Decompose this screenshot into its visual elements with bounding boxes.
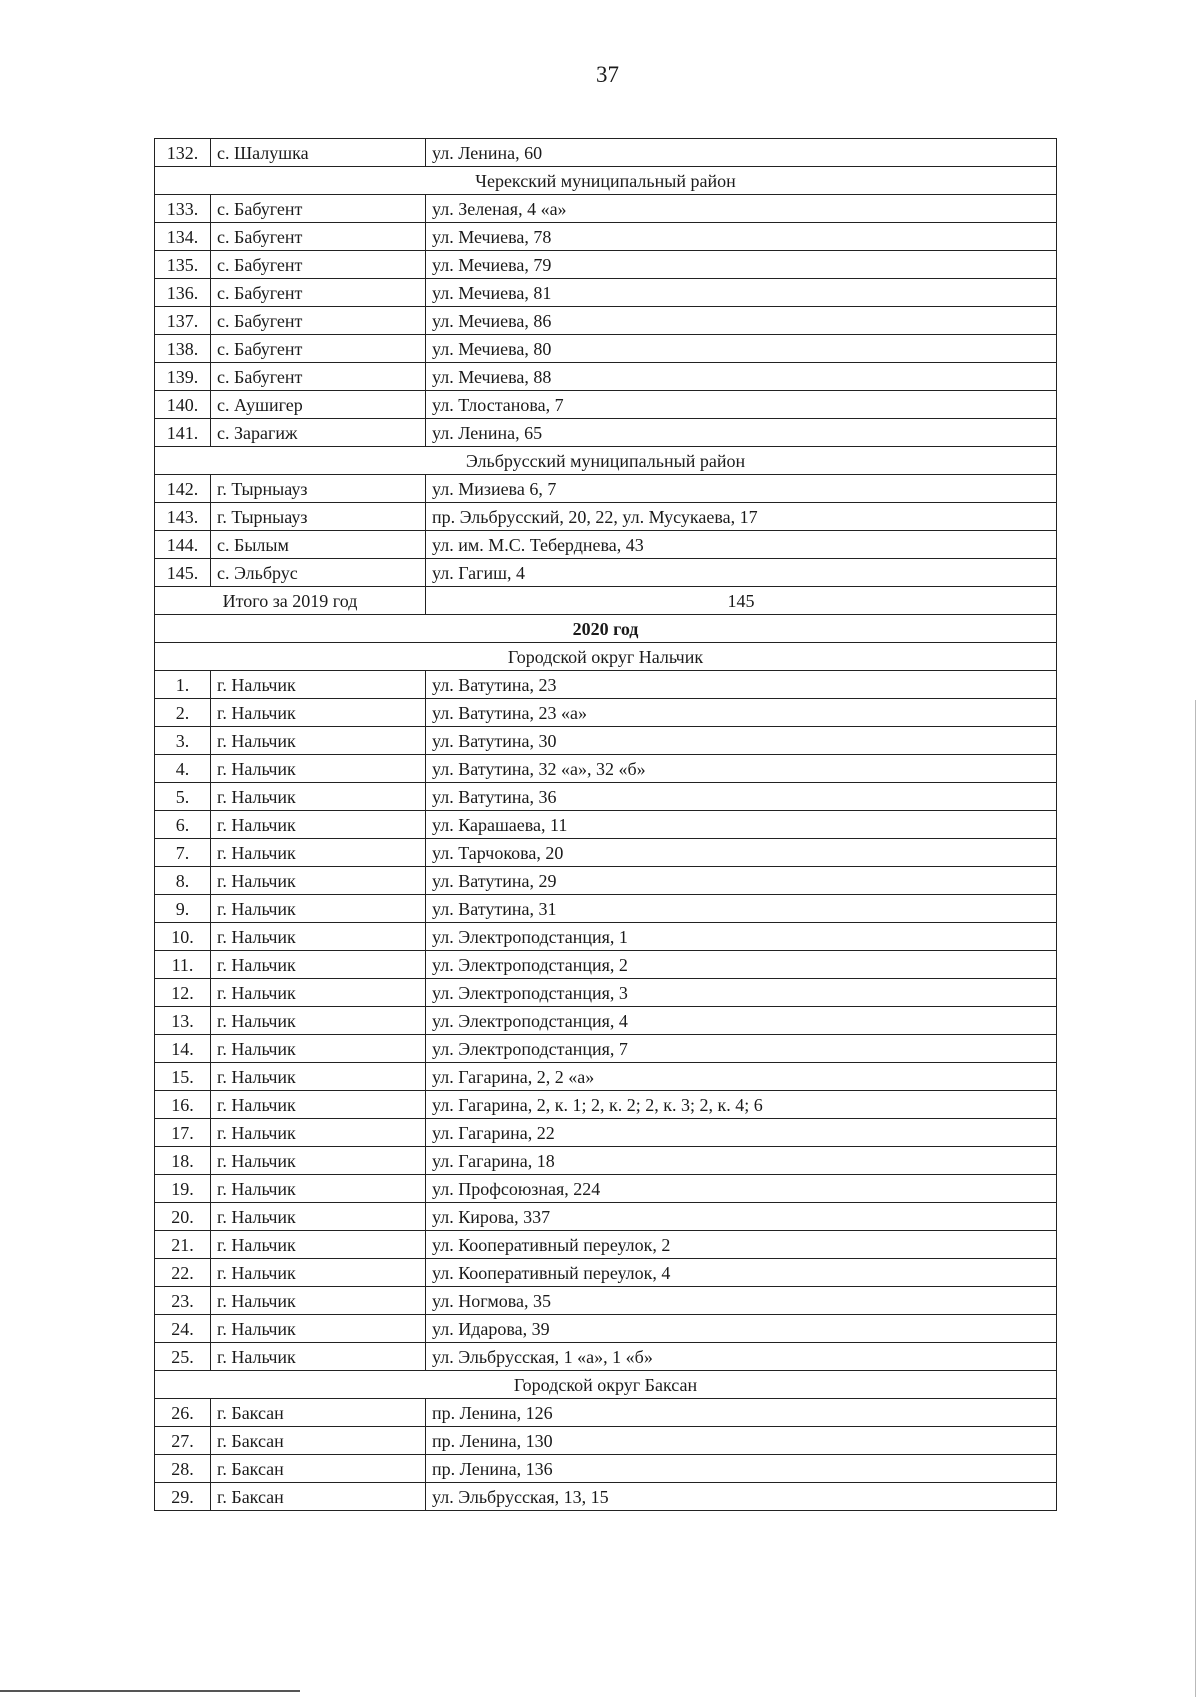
settlement-cell: с. Былым	[211, 531, 426, 559]
settlement-cell: г. Нальчик	[211, 1175, 426, 1203]
settlement-cell: г. Нальчик	[211, 1063, 426, 1091]
address-cell: ул. Ватутина, 30	[426, 727, 1057, 755]
table-row	[155, 531, 1057, 559]
address-cell: ул. Мечиева, 88	[426, 363, 1057, 391]
row-number: 3.	[155, 727, 211, 755]
total-label: Итого за 2019 год	[155, 587, 426, 615]
row-number: 14.	[155, 1035, 211, 1063]
row-number: 7.	[155, 839, 211, 867]
table-row	[155, 1091, 1057, 1119]
section-heading-row	[155, 167, 1057, 195]
address-cell: ул. Профсоюзная, 224	[426, 1175, 1057, 1203]
settlement-cell: г. Нальчик	[211, 1343, 426, 1371]
year-heading: 2020 год	[155, 615, 1057, 643]
year-heading-row	[155, 615, 1057, 643]
table-row	[155, 783, 1057, 811]
row-number: 142.	[155, 475, 211, 503]
scan-edge-line	[0, 1690, 300, 1692]
row-number: 23.	[155, 1287, 211, 1315]
row-number: 4.	[155, 755, 211, 783]
settlement-cell: г. Нальчик	[211, 951, 426, 979]
total-row	[155, 587, 1057, 615]
table-row	[155, 839, 1057, 867]
table-row	[155, 1147, 1057, 1175]
address-cell: ул. Кооперативный переулок, 4	[426, 1259, 1057, 1287]
row-number: 6.	[155, 811, 211, 839]
table-row	[155, 1455, 1057, 1483]
settlement-cell: г. Нальчик	[211, 811, 426, 839]
settlement-cell: г. Нальчик	[211, 839, 426, 867]
settlement-cell: г. Нальчик	[211, 727, 426, 755]
table-row	[155, 307, 1057, 335]
table-row	[155, 867, 1057, 895]
address-cell: ул. Мечиева, 80	[426, 335, 1057, 363]
address-cell: ул. Ватутина, 29	[426, 867, 1057, 895]
address-cell: ул. Ленина, 65	[426, 419, 1057, 447]
row-number: 15.	[155, 1063, 211, 1091]
settlement-cell: г. Нальчик	[211, 1007, 426, 1035]
address-cell: ул. Карашаева, 11	[426, 811, 1057, 839]
row-number: 29.	[155, 1483, 211, 1511]
table-row	[155, 1315, 1057, 1343]
settlement-cell: г. Баксан	[211, 1455, 426, 1483]
address-cell: ул. Мечиева, 86	[426, 307, 1057, 335]
row-number: 1.	[155, 671, 211, 699]
address-cell: ул. Гагиш, 4	[426, 559, 1057, 587]
row-number: 22.	[155, 1259, 211, 1287]
row-number: 18.	[155, 1147, 211, 1175]
table-row	[155, 475, 1057, 503]
row-number: 143.	[155, 503, 211, 531]
section-heading: Городской округ Нальчик	[155, 643, 1057, 671]
address-cell: ул. Электроподстанция, 2	[426, 951, 1057, 979]
row-number: 138.	[155, 335, 211, 363]
table-row	[155, 335, 1057, 363]
table-row	[155, 1119, 1057, 1147]
table-row	[155, 279, 1057, 307]
row-number: 26.	[155, 1399, 211, 1427]
table-row	[155, 671, 1057, 699]
address-cell: ул. Электроподстанция, 7	[426, 1035, 1057, 1063]
table-row	[155, 1287, 1057, 1315]
table-row	[155, 419, 1057, 447]
table-row	[155, 139, 1057, 167]
row-number: 27.	[155, 1427, 211, 1455]
row-number: 135.	[155, 251, 211, 279]
row-number: 28.	[155, 1455, 211, 1483]
address-cell: ул. Гагарина, 2, 2 «а»	[426, 1063, 1057, 1091]
row-number: 19.	[155, 1175, 211, 1203]
table-row	[155, 811, 1057, 839]
address-cell: ул. Гагарина, 2, к. 1; 2, к. 2; 2, к. 3; 2, к. 4; 6	[426, 1091, 1057, 1119]
table-row	[155, 251, 1057, 279]
settlement-cell: г. Баксан	[211, 1399, 426, 1427]
address-cell: ул. Эльбрусская, 13, 15	[426, 1483, 1057, 1511]
table-row	[155, 979, 1057, 1007]
address-cell: ул. Гагарина, 18	[426, 1147, 1057, 1175]
settlement-cell: с. Бабугент	[211, 195, 426, 223]
settlement-cell: г. Нальчик	[211, 1035, 426, 1063]
settlement-cell: с. Бабугент	[211, 307, 426, 335]
settlement-cell: г. Нальчик	[211, 1315, 426, 1343]
row-number: 20.	[155, 1203, 211, 1231]
row-number: 133.	[155, 195, 211, 223]
table-row	[155, 895, 1057, 923]
address-cell: ул. Зеленая, 4 «а»	[426, 195, 1057, 223]
table-row	[155, 699, 1057, 727]
table-row	[155, 363, 1057, 391]
section-heading: Черекский муниципальный район	[155, 167, 1057, 195]
settlement-cell: с. Аушигер	[211, 391, 426, 419]
address-cell: ул. Кооперативный переулок, 2	[426, 1231, 1057, 1259]
settlement-cell: с. Бабугент	[211, 363, 426, 391]
row-number: 9.	[155, 895, 211, 923]
settlement-cell: г. Нальчик	[211, 1231, 426, 1259]
section-heading-row	[155, 643, 1057, 671]
settlement-cell: г. Нальчик	[211, 979, 426, 1007]
address-cell: ул. Ленина, 60	[426, 139, 1057, 167]
table-row	[155, 559, 1057, 587]
table-row	[155, 1483, 1057, 1511]
row-number: 2.	[155, 699, 211, 727]
settlement-cell: г. Нальчик	[211, 895, 426, 923]
row-number: 136.	[155, 279, 211, 307]
settlement-cell: с. Бабугент	[211, 223, 426, 251]
settlement-cell: г. Баксан	[211, 1427, 426, 1455]
address-cell: пр. Эльбрусский, 20, 22, ул. Мусукаева, 17	[426, 503, 1057, 531]
address-cell: ул. Кирова, 337	[426, 1203, 1057, 1231]
settlement-cell: с. Зарагиж	[211, 419, 426, 447]
table-row	[155, 1035, 1057, 1063]
row-number: 5.	[155, 783, 211, 811]
table-body	[155, 139, 1057, 1511]
table-row	[155, 951, 1057, 979]
settlement-cell: г. Нальчик	[211, 1203, 426, 1231]
settlement-cell: г. Нальчик	[211, 867, 426, 895]
address-cell: ул. Электроподстанция, 3	[426, 979, 1057, 1007]
settlement-cell: г. Нальчик	[211, 1287, 426, 1315]
row-number: 140.	[155, 391, 211, 419]
row-number: 134.	[155, 223, 211, 251]
settlement-cell: г. Нальчик	[211, 1091, 426, 1119]
table-row	[155, 1259, 1057, 1287]
settlement-cell: г. Нальчик	[211, 699, 426, 727]
table-row	[155, 727, 1057, 755]
table-row	[155, 1427, 1057, 1455]
table-row	[155, 755, 1057, 783]
row-number: 144.	[155, 531, 211, 559]
address-cell: ул. Ватутина, 31	[426, 895, 1057, 923]
table-row	[155, 923, 1057, 951]
table-row	[155, 223, 1057, 251]
address-cell: ул. Идарова, 39	[426, 1315, 1057, 1343]
row-number: 11.	[155, 951, 211, 979]
address-cell: ул. Ватутина, 32 «а», 32 «б»	[426, 755, 1057, 783]
table-row	[155, 1175, 1057, 1203]
settlement-cell: с. Эльбрус	[211, 559, 426, 587]
settlement-cell: с. Шалушка	[211, 139, 426, 167]
address-cell: ул. Электроподстанция, 4	[426, 1007, 1057, 1035]
settlement-cell: г. Тырныауз	[211, 475, 426, 503]
row-number: 10.	[155, 923, 211, 951]
address-cell: ул. Тлостанова, 7	[426, 391, 1057, 419]
row-number: 16.	[155, 1091, 211, 1119]
table-row	[155, 1063, 1057, 1091]
address-cell: ул. Мечиева, 79	[426, 251, 1057, 279]
row-number: 25.	[155, 1343, 211, 1371]
address-cell: ул. Ватутина, 23	[426, 671, 1057, 699]
row-number: 13.	[155, 1007, 211, 1035]
section-heading-row	[155, 1371, 1057, 1399]
settlement-cell: г. Нальчик	[211, 755, 426, 783]
address-cell: пр. Ленина, 130	[426, 1427, 1057, 1455]
table-row	[155, 391, 1057, 419]
table-row	[155, 1231, 1057, 1259]
settlement-cell: г. Нальчик	[211, 1259, 426, 1287]
address-cell: ул. им. М.С. Теберднева, 43	[426, 531, 1057, 559]
section-heading-row	[155, 447, 1057, 475]
page-number: 37	[596, 62, 619, 87]
address-cell: ул. Мизиева 6, 7	[426, 475, 1057, 503]
settlement-cell: с. Бабугент	[211, 251, 426, 279]
row-number: 12.	[155, 979, 211, 1007]
settlement-cell: г. Баксан	[211, 1483, 426, 1511]
address-cell: ул. Мечиева, 78	[426, 223, 1057, 251]
row-number: 139.	[155, 363, 211, 391]
address-cell: ул. Гагарина, 22	[426, 1119, 1057, 1147]
address-cell: пр. Ленина, 136	[426, 1455, 1057, 1483]
settlement-cell: г. Тырныауз	[211, 503, 426, 531]
settlement-cell: г. Нальчик	[211, 783, 426, 811]
address-cell: ул. Тарчокова, 20	[426, 839, 1057, 867]
table-row	[155, 1343, 1057, 1371]
address-cell: ул. Эльбрусская, 1 «а», 1 «б»	[426, 1343, 1057, 1371]
row-number: 132.	[155, 139, 211, 167]
address-cell: пр. Ленина, 126	[426, 1399, 1057, 1427]
section-heading: Эльбрусский муниципальный район	[155, 447, 1057, 475]
table-row	[155, 1007, 1057, 1035]
address-cell: ул. Ногмова, 35	[426, 1287, 1057, 1315]
row-number: 145.	[155, 559, 211, 587]
section-heading: Городской округ Баксан	[155, 1371, 1057, 1399]
address-cell: ул. Ватутина, 23 «а»	[426, 699, 1057, 727]
table-row	[155, 1399, 1057, 1427]
row-number: 21.	[155, 1231, 211, 1259]
settlement-cell: г. Нальчик	[211, 923, 426, 951]
row-number: 141.	[155, 419, 211, 447]
settlement-cell: с. Бабугент	[211, 279, 426, 307]
settlement-cell: г. Нальчик	[211, 671, 426, 699]
row-number: 137.	[155, 307, 211, 335]
address-cell: ул. Электроподстанция, 1	[426, 923, 1057, 951]
settlement-cell: с. Бабугент	[211, 335, 426, 363]
settlement-cell: г. Нальчик	[211, 1119, 426, 1147]
table-row	[155, 1203, 1057, 1231]
table-row	[155, 503, 1057, 531]
row-number: 8.	[155, 867, 211, 895]
row-number: 17.	[155, 1119, 211, 1147]
address-cell: ул. Ватутина, 36	[426, 783, 1057, 811]
settlement-cell: г. Нальчик	[211, 1147, 426, 1175]
address-table	[154, 138, 1057, 1511]
address-cell: ул. Мечиева, 81	[426, 279, 1057, 307]
row-number: 24.	[155, 1315, 211, 1343]
total-value: 145	[426, 587, 1057, 615]
scan-edge-line	[1195, 700, 1196, 1697]
table-row	[155, 195, 1057, 223]
